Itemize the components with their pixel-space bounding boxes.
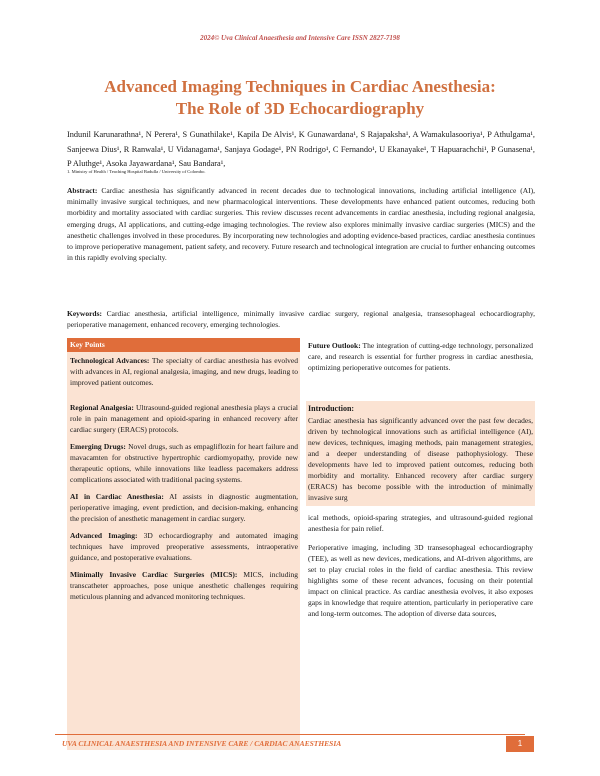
key-point-text: The specialty of cardiac anesthesia has evolved with advances in AI, regional analgesia, imaging, and new drugs, leading to improved patient outcomes.	[70, 356, 298, 387]
key-point-item	[67, 352, 300, 391]
key-point-item	[67, 527, 300, 566]
introduction-continued	[306, 512, 535, 619]
affiliation: 1. Ministry of Health / Teaching Hospital Badulla / University of Colombo.	[67, 169, 206, 174]
key-point-item	[67, 566, 300, 605]
key-point-text: MICS, including transcatheter approaches, pose unique anesthetic challenges requiring meticulous planning and advanced monitoring techniques.	[70, 570, 298, 601]
title-line-1: Advanced Imaging Techniques in Cardiac Anesthesia:	[104, 77, 496, 96]
future-outlook-label: Future Outlook:	[308, 341, 361, 350]
key-point-label: Emerging Drugs:	[70, 442, 126, 451]
introduction-heading: Introduction:	[306, 401, 535, 414]
key-point-label: Technological Advances:	[70, 356, 150, 365]
page-number: 1	[506, 736, 534, 752]
right-column	[306, 340, 535, 627]
footer-title: UVA CLINICAL ANAESTHESIA AND INTENSIVE CARE / CARDIAC ANAESTHESIA	[62, 739, 342, 748]
key-point-text: AI assists in diagnostic augmentation, perioperative imaging, event prediction, and decision-making, enhancing the precision of anesthetic management in cardiac surgery.	[70, 492, 298, 523]
title-line-2: The Role of 3D Echocardiography	[175, 99, 425, 118]
key-point-text: Novel drugs, such as empagliflozin for heart failure and mavacamten for obstructive hypertrophic cardiomyopathy, provide new therapeutic options, while innovations like leadless pacemakers address complications associated with traditional pacing systems.	[70, 442, 298, 484]
footer-rule	[55, 734, 525, 735]
key-points-heading: Key Points	[67, 338, 300, 352]
journal-header: 2024© Uva Clinical Anaesthesia and Intensive Care ISSN 2827-7198	[200, 34, 400, 42]
introduction-paragraph: ical methods, opioid-sparing strategies, and ultrasound-guided regional anesthesia for pain relief.	[308, 513, 533, 533]
key-point-label: Regional Analgesia:	[70, 403, 134, 412]
future-outlook	[306, 340, 535, 375]
keywords-label: Keywords:	[67, 309, 102, 318]
introduction-box	[306, 414, 535, 506]
key-point-label: Advanced Imaging:	[70, 531, 138, 540]
author-list: Indunil Karunarathna¹, N Perera¹, S Gunathilake¹, Kapila De Alvis¹, K Gunawardana¹, S Rajapaksha¹, A Wamakulasooriya¹, P Athulgama¹, Sanjeewa Dius¹, R Ranwala¹, U Vidanagama¹, Sanjaya Godage¹, PN Rodrigo¹, C Fernando¹, U Ekanayake¹, T Hapuarachchi¹, P Gunasena¹, P Aluthge¹, Asoka Jayawardana¹, Sau Bandara¹,	[67, 130, 535, 168]
abstract-label: Abstract:	[67, 186, 98, 195]
introduction-paragraph: Cardiac anesthesia has significantly advanced over the past few decades, driven by technological innovations such as artificial intelligence (AI), new devices, techniques, imaging methods, pain management strategies, and a deeper understanding of disease pathophysiology. These developments have led to improved patient outcomes, reducing both morbidity and mortality. Enhanced recovery after cardiac surgery (ERACS) has become possible with the introduction of minimally invasive surg	[308, 416, 533, 502]
abstract-text: Cardiac anesthesia has significantly advanced in recent decades due to technological innovations, including artificial intelligence (AI), minimally invasive surgical techniques, and new pharmacological interventions. These developments have enhanced patient outcomes, reducing both morbidity and mortality associated with cardiac surgeries. This review discusses recent advancements in cardiac anesthesia, including regional analgesia, emerging drugs, AI applications, and cutting-edge imaging technologies. The review also explores minimally invasive cardiac surgeries (MICS) and the anesthetic challenges involved in these procedures. By incorporating new technologies and adopting evidence-based practices, cardiac anesthesia continues to improve perioperative management, patient safety, and recovery. Future research and technological integration are crucial to further enhancing outcomes in this rapidly evolving specialty.	[67, 186, 535, 263]
future-outlook-text: The integration of cutting-edge technology, personalized care, and research is essential for further progress in cardiac anesthesia, optimizing perioperative outcomes for patients.	[308, 341, 533, 372]
key-point-item	[67, 488, 300, 527]
introduction-paragraph: Perioperative imaging, including 3D transesophageal echocardiography (TEE), as well as new devices, medications, and AI-driven algorithms, are set to play crucial roles in the field of cardiac anesthesia. This review highlights some of these recent advances, focusing on their potential impact on clinical practice. As cardiac anesthesia evolves, it also exposes gaps in knowledge that require attention, particularly in perioperative care and long-term outcomes. The adoption of diverse data sources,	[308, 543, 533, 618]
key-point-item	[67, 438, 300, 488]
keywords-text: Cardiac anesthesia, artificial intelligence, minimally invasive cardiac surgery, regional analgesia, transesophageal echocardiography, perioperative management, enhanced recovery, emerging technologies.	[67, 309, 535, 330]
key-point-label: AI in Cardiac Anesthesia:	[70, 492, 164, 501]
key-point-label: Minimally Invasive Cardiac Surgeries (MICS):	[70, 570, 238, 579]
key-points-box	[67, 338, 300, 750]
key-point-text: Ultrasound-guided regional anesthesia plays a crucial role in pain management and opioid-sparing in enhanced recovery after cardiac surgery (ERACS) protocols.	[70, 403, 299, 434]
abstract	[67, 185, 535, 263]
paper-title	[50, 76, 550, 120]
keywords	[67, 308, 535, 330]
key-point-text: 3D echocardiography and automated imaging techniques have improved preoperative assessments, intraoperative guidance, and postoperative evaluations.	[70, 531, 298, 562]
key-point-item	[67, 399, 300, 438]
